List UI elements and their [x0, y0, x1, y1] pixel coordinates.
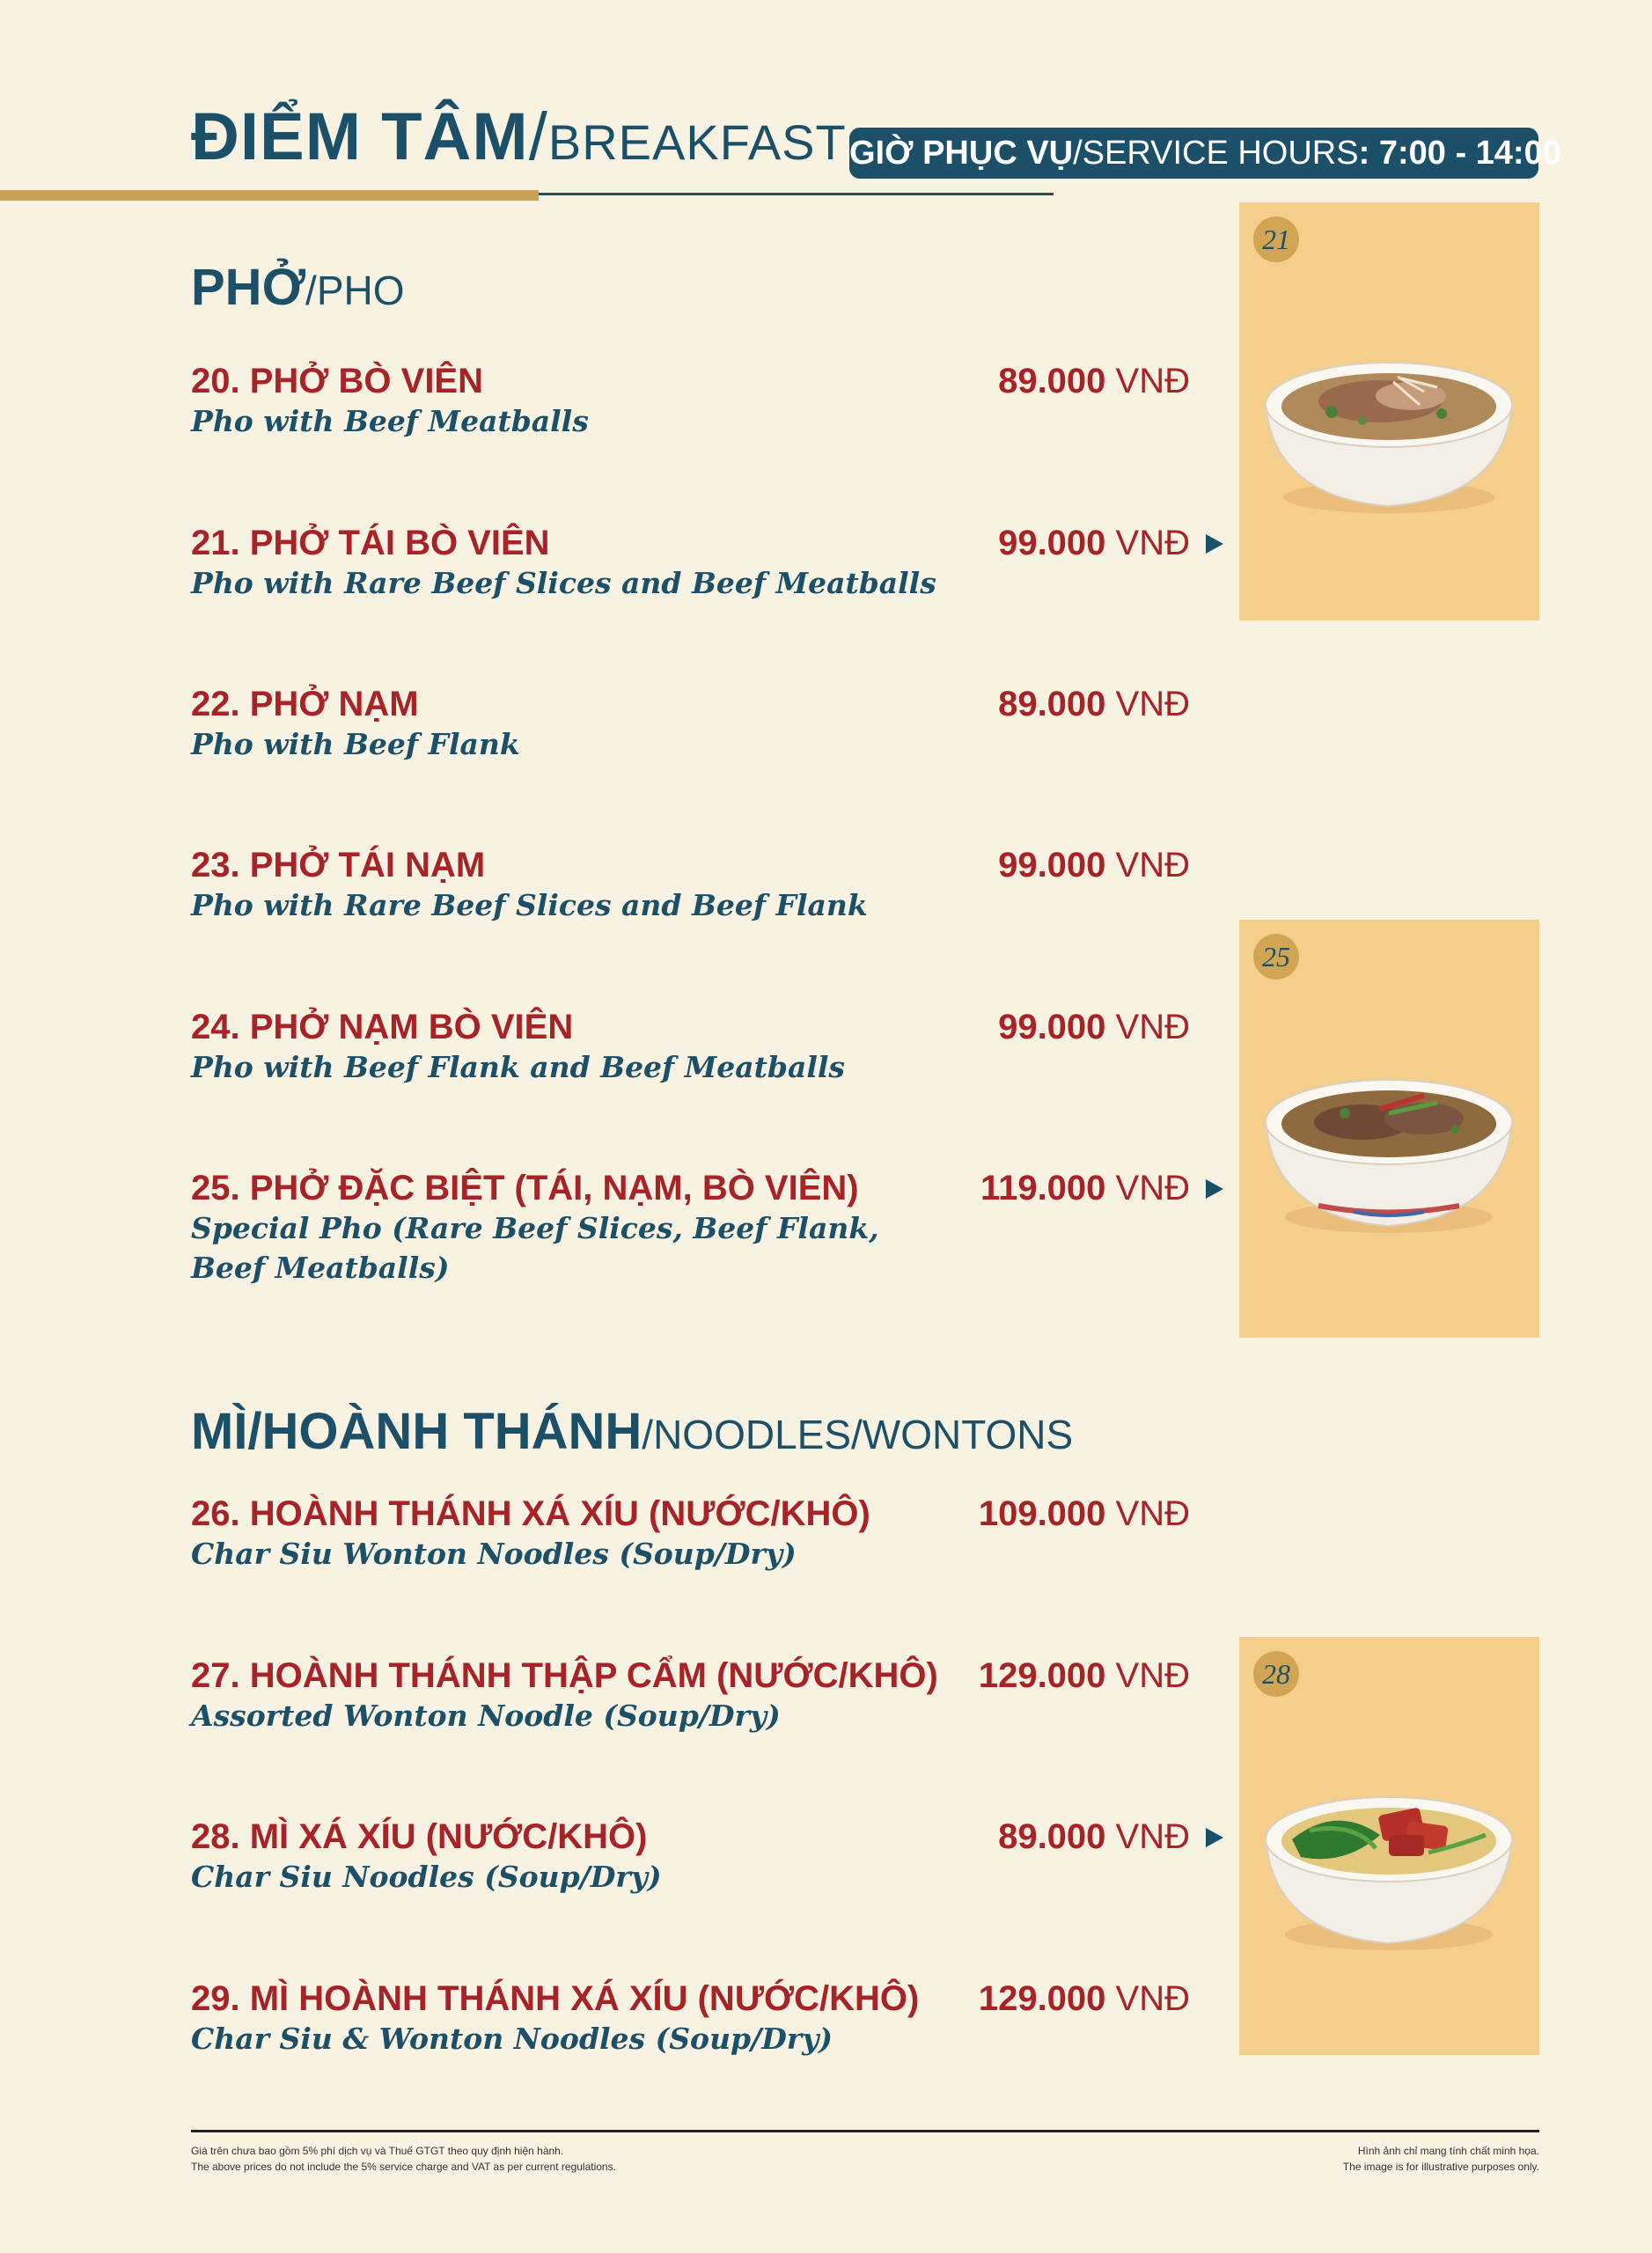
- hours-slash: /: [1073, 135, 1083, 172]
- section-heading-pho: [191, 259, 405, 316]
- menu-item-28[interactable]: [191, 1816, 1230, 1897]
- service-hours-badge: [849, 128, 1561, 179]
- item-price: [998, 361, 1190, 401]
- price-amount: 129.000: [978, 1979, 1106, 2018]
- item-name: 23. PHỞ TÁI NẠM: [191, 846, 486, 884]
- price-currency: VNĐ: [1115, 362, 1190, 400]
- page-title: [191, 99, 847, 174]
- menu-item-25[interactable]: [191, 1168, 1230, 1288]
- item-english-name: Pho with Beef Meatballs: [191, 404, 589, 438]
- price-amount: 89.000: [998, 1817, 1106, 1856]
- item-name: 27. HOÀNH THÁNH THẬP CẨM (NƯỚC/KHÔ): [191, 1656, 938, 1695]
- header-blue-rule: [539, 193, 1054, 195]
- item-english-name: Char Siu Wonton Noodles (Soup/Dry): [191, 1537, 797, 1571]
- item-name: 28. MÌ XÁ XÍU (NƯỚC/KHÔ): [191, 1817, 648, 1856]
- price-amount: 89.000: [998, 362, 1106, 400]
- price-currency: VNĐ: [1115, 1979, 1190, 2018]
- item-english-name: Pho with Rare Beef Slices and Beef Meatballs: [191, 566, 936, 600]
- item-price: [980, 1168, 1190, 1208]
- menu-item-22[interactable]: [191, 684, 1230, 764]
- footer-note-left: [191, 2143, 616, 2175]
- item-name: 25. PHỞ ĐẶC BIỆT (TÁI, NẠM, BÒ VIÊN): [191, 1169, 859, 1207]
- price-currency: VNĐ: [1115, 524, 1190, 562]
- char-siu-noodle-bowl-illustration: [1248, 1743, 1530, 1971]
- section-title-vi: MÌ/HOÀNH THÁNH: [191, 1403, 642, 1460]
- item-english-name: Pho with Beef Flank: [191, 727, 520, 761]
- price-currency: VNĐ: [1115, 1494, 1190, 1533]
- page-title-vi: ĐIỂM TÂM: [191, 99, 529, 174]
- item-price: [979, 1978, 1190, 2019]
- menu-item-26[interactable]: [191, 1493, 1230, 1574]
- footer-rule: [191, 2130, 1539, 2132]
- menu-item-27[interactable]: [191, 1655, 1230, 1736]
- item-name: 26. HOÀNH THÁNH XÁ XÍU (NƯỚC/KHÔ): [191, 1494, 870, 1533]
- item-english-name: Pho with Rare Beef Slices and Beef Flank: [191, 888, 868, 922]
- footer-note-right: [1343, 2143, 1539, 2175]
- menu-item-21[interactable]: [191, 523, 1230, 603]
- price-currency: VNĐ: [1115, 1169, 1190, 1207]
- price-amount: 99.000: [998, 1008, 1106, 1046]
- price-currency: VNĐ: [1115, 685, 1190, 723]
- dish-photo-25: [1239, 920, 1539, 1338]
- item-english-name: Assorted Wonton Noodle (Soup/Dry): [191, 1699, 781, 1733]
- menu-item-29[interactable]: [191, 1978, 1230, 2059]
- item-price: [998, 1816, 1190, 1857]
- hours-value: 7:00 - 14:00: [1378, 135, 1561, 172]
- section-slash: /: [305, 268, 317, 313]
- item-name: 21. PHỞ TÁI BÒ VIÊN: [191, 524, 550, 562]
- play-arrow-icon: [1206, 1828, 1223, 1847]
- section-heading-noodles: [191, 1403, 1074, 1460]
- section-slash: /: [642, 1412, 654, 1457]
- photo-number-badge: 25: [1253, 934, 1299, 980]
- item-english-name-line2: Beef Meatballs): [191, 1251, 450, 1285]
- section-title-vi: PHỞ: [191, 259, 306, 316]
- item-price: [998, 1007, 1190, 1047]
- menu-item-23[interactable]: [191, 845, 1230, 925]
- price-currency: VNĐ: [1115, 1656, 1190, 1695]
- special-pho-bowl-illustration: [1248, 1025, 1530, 1254]
- pho-bowl-illustration: [1248, 308, 1530, 537]
- section-title-en: NOODLES/WONTONS: [653, 1412, 1074, 1457]
- menu-item-24[interactable]: [191, 1007, 1230, 1087]
- item-name: 20. PHỞ BÒ VIÊN: [191, 362, 483, 400]
- item-name: 22. PHỞ NẠM: [191, 685, 419, 723]
- section-title-en: PHO: [316, 268, 405, 313]
- price-currency: VNĐ: [1115, 1008, 1190, 1046]
- hours-label-vi: GIỜ PHỤC VỤ: [849, 135, 1074, 172]
- price-amount: 119.000: [980, 1169, 1106, 1207]
- item-english-name: Char Siu & Wonton Noodles (Soup/Dry): [191, 2022, 833, 2056]
- footer-note-right-vi: Hình ảnh chỉ mang tính chất minh họa.: [1357, 2145, 1539, 2157]
- footer-note-right-en: The image is for illustrative purposes only.: [1342, 2161, 1539, 2173]
- hours-colon: :: [1358, 135, 1379, 172]
- dish-photo-21: [1239, 202, 1539, 620]
- price-amount: 109.000: [978, 1494, 1106, 1533]
- price-currency: VNĐ: [1115, 846, 1190, 884]
- hours-label-en: SERVICE HOURS: [1082, 135, 1359, 172]
- price-amount: 99.000: [998, 524, 1106, 562]
- footer-note-left-vi: Giá trên chưa bao gồm 5% phí dịch vụ và Thuế GTGT theo quy định hiện hành.: [191, 2145, 564, 2157]
- page-title-en: BREAKFAST: [547, 114, 847, 170]
- play-arrow-icon: [1206, 534, 1223, 554]
- header-gold-rule: [0, 190, 539, 201]
- item-english-name: Char Siu Noodles (Soup/Dry): [191, 1860, 662, 1894]
- play-arrow-icon: [1206, 1179, 1223, 1199]
- menu-item-20[interactable]: [191, 361, 1230, 441]
- item-english-name: Pho with Beef Flank and Beef Meatballs: [191, 1050, 845, 1084]
- title-slash: /: [528, 99, 548, 174]
- item-price: [998, 523, 1190, 563]
- footer-note-left-en: The above prices do not include the 5% service charge and VAT as per current regulations.: [191, 2161, 616, 2173]
- price-amount: 129.000: [978, 1656, 1106, 1695]
- item-price: [998, 845, 1190, 885]
- dish-photo-28: [1239, 1637, 1539, 2055]
- item-price: [979, 1493, 1190, 1534]
- price-currency: VNĐ: [1115, 1817, 1190, 1856]
- photo-number-badge: 21: [1253, 216, 1299, 262]
- item-price: [998, 684, 1190, 724]
- price-amount: 89.000: [998, 685, 1106, 723]
- price-amount: 99.000: [998, 846, 1106, 884]
- item-price: [979, 1655, 1190, 1696]
- photo-number-badge: 28: [1253, 1651, 1299, 1697]
- item-english-name-line1: Special Pho (Rare Beef Slices, Beef Flank,: [191, 1211, 879, 1245]
- item-name: 29. MÌ HOÀNH THÁNH XÁ XÍU (NƯỚC/KHÔ): [191, 1979, 920, 2018]
- item-name: 24. PHỞ NẠM BÒ VIÊN: [191, 1008, 574, 1046]
